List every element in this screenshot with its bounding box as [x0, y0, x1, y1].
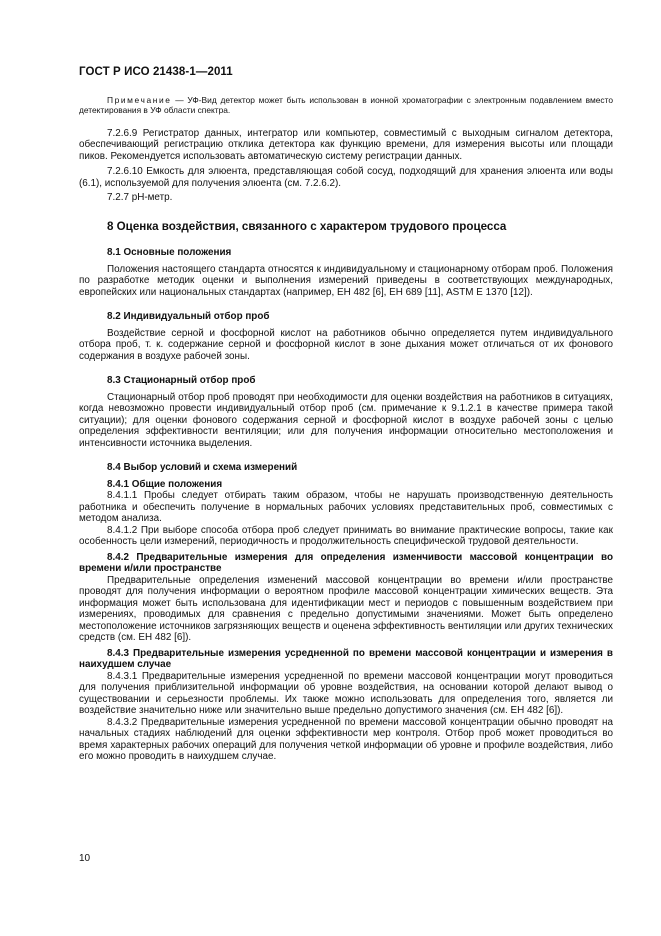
paragraph-8-4-1-1: 8.4.1.1 Пробы следует отбирать таким образом, чтобы не нарушать производственную деятельность работника и обеспечить получение в нормальных рабочих условиях представительных проб, совместимых с методом анализа. [79, 490, 613, 525]
page-number: 10 [79, 853, 91, 864]
section-8-2-text: Воздействие серной и фосфорной кислот на работников обычно определяется путем индивидуального отбора проб, т. к. содержание серной и фосфорной кислот в зоне дыхания может отличаться от их фонового содержания в воздухе рабочей зоны. [79, 327, 613, 362]
section-8-3-title: 8.3 Стационарный отбор проб [107, 375, 256, 387]
section-8-1-title: 8.1 Основные положения [107, 247, 232, 259]
document-header: ГОСТ Р ИСО 21438-1—2011 [79, 66, 233, 78]
paragraph-7-2-6-10: 7.2.6.10 Емкость для элюента, представляющая собой сосуд, подходящий для хранения элюента или воды (6.1), используемой для получения элюента (см. 7.2.6.2). [79, 166, 613, 189]
section-8-4-2-title: 8.4.2 Предварительные измерения для определения изменчивости массовой концентрации во времени и/или пространстве [79, 551, 613, 575]
paragraph-8-4-3-2: 8.4.3.2 Предварительные измерения усредненной по времени массовой концентрации обычно проводят на начальных стадиях наблюдений для оценки эффективности мер контроля. Отбор проб может проводиться во время характерных рабочих операций для получения четкой информации об уровне и профиле воздействия, либо его можно проводить в наихудшем случае. [79, 716, 613, 763]
section-8-3-text: Стационарный отбор проб проводят при необходимости для оценки воздействия на работников в ситуациях, когда невозможно провести индивидуальный отбор проб (см. примечание к 9.1.2.1 в качестве примера такой ситуации); для оценки фонового содержания серной и фосфорной кислот в воздухе рабочей зоны с целью определения эффективности вентиляции; или для получения информации относительно местоположения и интенсивности источника выделения. [79, 391, 613, 449]
paragraph-7-2-6-9: 7.2.6.9 Регистратор данных, интегратор или компьютер, совместимый с выходным сигналом детектора, обеспечивающий регистрацию отклика детектора как функцию времени, для измерения высоты или площади пиков. Рекомендуется использовать автоматическую систему регистрации данных. [79, 127, 613, 162]
paragraph-7-2-7: 7.2.7 pH-метр. [107, 192, 173, 204]
paragraph-8-4-1-2: 8.4.1.2 При выборе способа отбора проб следует принимать во внимание практические вопросы, такие как особенность цели измерений, периодичность и продолжительность специфической трудовой деятельности. [79, 524, 613, 548]
note-paragraph [79, 95, 613, 116]
note-text: — УФ-Вид детектор может быть использован в ионной хроматографии с электронным подавлением вместо детектирования в УФ области спектра. [79, 95, 613, 116]
section-8-4-2-text: Предварительные определения изменений массовой концентрации во времени и/или пространстве проводят для получения информации о вероятном профиле массовой концентрации химических веществ. Эта информация может быть использована для идентификации мест и периодов с повышенным воздействием при измерениях, проводимых для сравнения с предельно допустимыми значениями. Может быть определено местоположение источников загрязняющих веществ и оценена эффективность вентиляции или других технических средств (см. ЕН 482 [6]). [79, 574, 613, 644]
section-8-title: 8 Оценка воздействия, связанного с характером трудового процесса [107, 219, 507, 233]
section-8-4-1-title: 8.4.1 Общие положения [107, 478, 223, 490]
section-8-2-title: 8.2 Индивидуальный отбор проб [107, 311, 270, 323]
paragraph-8-4-3-1: 8.4.3.1 Предварительные измерения усредненной по времени массовой концентрации могут проводиться для получения приблизительной информации об уровне воздействия, на основании которой делают вывод о существовании и серьезности проблемы. Их также можно использовать для определения того, является ли воздействие значительно ниже или значительно выше предельно допустимого значения (см. ЕН 482 [6]). [79, 670, 613, 717]
document-body [79, 95, 613, 763]
section-8-1-text: Положения настоящего стандарта относятся к индивидуальному и стационарному отборам проб. Положения по разработке методик оценки и выполнения измерений приведены в соответствующих международных, европейских или национальных стандартах (например, ЕН 482 [6], ЕН 689 [11], ASTM E 1370 [12]). [79, 263, 613, 298]
section-8-4-title: 8.4 Выбор условий и схема измерений [107, 462, 298, 474]
note-label: Примечание [107, 95, 172, 105]
section-8-4-3-title: 8.4.3 Предварительные измерения усредненной по времени массовой концентрации и измерения в наихудшем случае [79, 647, 613, 671]
